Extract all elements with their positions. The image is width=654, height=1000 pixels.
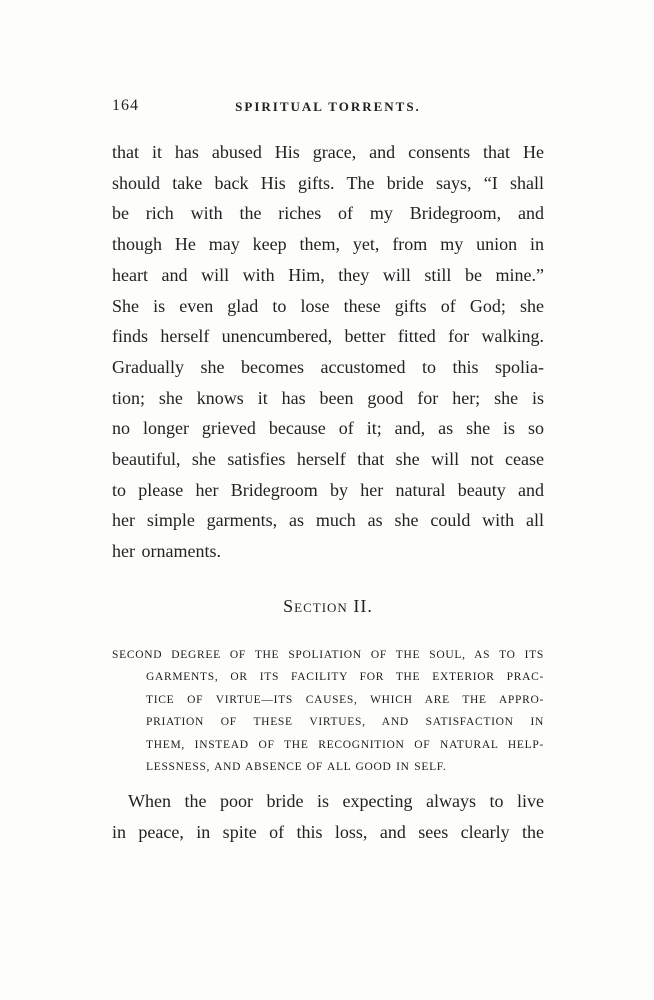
text-line: finds herself unencumbered, better fitted for walking. xyxy=(112,326,544,347)
subtitle-line: GARMENTS, OR ITS FACILITY FOR THE EXTERIOR PRAC- xyxy=(146,671,544,684)
text-line: though He may keep them, yet, from my union in xyxy=(112,234,544,255)
running-title: SPIRITUAL TORRENTS. xyxy=(235,99,421,114)
text-line: be rich with the riches of my Bridegroom, and xyxy=(112,203,544,224)
body-paragraph xyxy=(112,786,544,847)
text-line: heart and will with Him, they will still be mine.” xyxy=(112,264,544,285)
subtitle-line: LESSNESS, AND ABSENCE OF ALL GOOD IN SELF. xyxy=(146,761,447,774)
text-line: in peace, in spite of this loss, and sees clearly the xyxy=(112,821,544,842)
text-line: should take back His gifts. The bride says, “I shall xyxy=(112,172,544,193)
text-line: no longer grieved because of it; and, as she is so xyxy=(112,418,544,439)
subtitle-line: SECOND DEGREE OF THE SPOLIATION OF THE SOUL, AS TO ITS xyxy=(112,649,544,661)
body-paragraph xyxy=(112,137,544,567)
page-number: 164 xyxy=(112,97,139,114)
page-header xyxy=(112,97,544,119)
subtitle-line: THEM, INSTEAD OF THE RECOGNITION OF NATURAL HELP- xyxy=(146,738,544,751)
subtitle-line: PRIATION OF THESE VIRTUES, AND SATISFACTION IN xyxy=(146,716,544,729)
text-line: to please her Bridegroom by her natural beauty and xyxy=(112,479,544,500)
text-line: that it has abused His grace, and consents that He xyxy=(112,142,544,162)
text-line: She is even glad to lose these gifts of God; she xyxy=(112,295,544,316)
text-line: Gradually she becomes accustomed to this spolia- xyxy=(112,356,544,377)
text-line: her simple garments, as much as she could with all xyxy=(112,510,544,531)
text-line: tion; she knows it has been good for her; she is xyxy=(112,387,544,408)
subtitle-line: TICE OF VIRTUE—ITS CAUSES, WHICH ARE THE APPRO- xyxy=(146,693,544,706)
text-line: her ornaments. xyxy=(112,541,221,562)
text-line: When the poor bride is expecting always to live xyxy=(128,791,544,811)
text-line: beautiful, she satisfies herself that she will not cease xyxy=(112,449,544,470)
section-heading: Section II. xyxy=(283,596,373,616)
section-subtitle xyxy=(112,644,544,778)
